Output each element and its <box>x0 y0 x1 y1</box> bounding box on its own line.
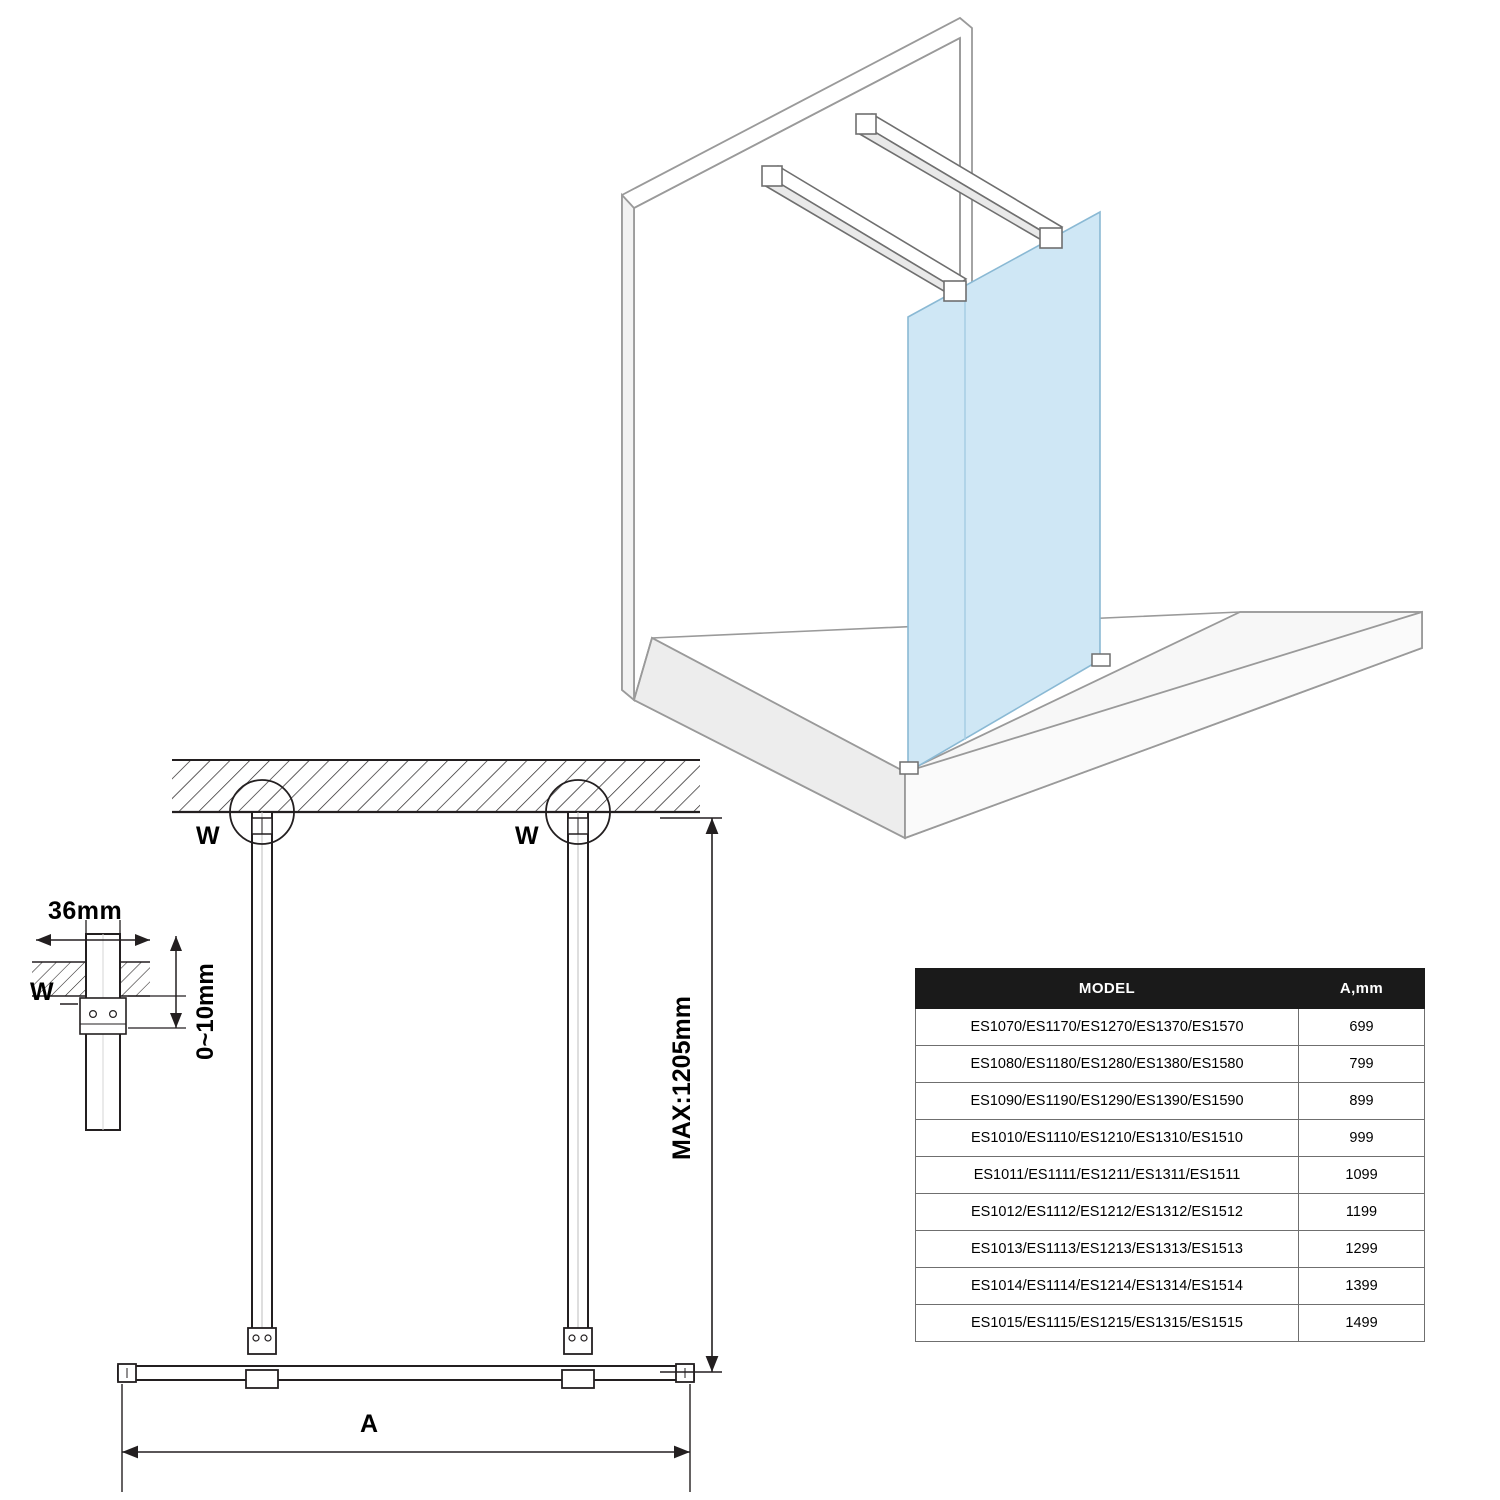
cell-a-mm: 699 <box>1299 1009 1425 1046</box>
column-header-model: MODEL <box>916 969 1299 1009</box>
cell-a-mm: 1099 <box>1299 1157 1425 1194</box>
cell-a-mm: 1299 <box>1299 1231 1425 1268</box>
model-dimension-table <box>915 968 1425 1342</box>
cell-model: ES1013/ES1113/ES1213/ES1313/ES1513 <box>916 1231 1299 1268</box>
cell-a-mm: 1399 <box>1299 1268 1425 1305</box>
cell-a-mm: 899 <box>1299 1083 1425 1120</box>
table-row <box>916 1120 1425 1157</box>
column-header-a-mm: A,mm <box>1299 969 1425 1009</box>
cell-a-mm: 799 <box>1299 1046 1425 1083</box>
cell-a-mm: 1499 <box>1299 1305 1425 1342</box>
table-row <box>916 1305 1425 1342</box>
table-row <box>916 1046 1425 1083</box>
cell-model: ES1015/ES1115/ES1215/ES1315/ES1515 <box>916 1305 1299 1342</box>
cell-model: ES1080/ES1180/ES1280/ES1380/ES1580 <box>916 1046 1299 1083</box>
table-row <box>916 1231 1425 1268</box>
bracket-label-detail: W <box>30 978 54 1006</box>
cell-model: ES1010/ES1110/ES1210/ES1310/ES1510 <box>916 1120 1299 1157</box>
table-row <box>916 1157 1425 1194</box>
cell-a-mm: 1199 <box>1299 1194 1425 1231</box>
iso-view <box>622 18 1422 838</box>
front-elevation <box>118 760 722 1492</box>
dimension-label-gap: 0~10mm <box>192 963 219 1060</box>
table-header-row <box>916 969 1425 1009</box>
table-row <box>916 1268 1425 1305</box>
table-row <box>916 1083 1425 1120</box>
bracket-label-left: W <box>196 822 220 850</box>
table-row <box>916 1194 1425 1231</box>
cell-model: ES1012/ES1112/ES1212/ES1312/ES1512 <box>916 1194 1299 1231</box>
cell-model: ES1014/ES1114/ES1214/ES1314/ES1514 <box>916 1268 1299 1305</box>
cell-a-mm: 999 <box>1299 1120 1425 1157</box>
table-row <box>916 1009 1425 1046</box>
bracket-detail-view <box>32 920 186 1130</box>
dimension-label-max-height: MAX:1205mm <box>668 996 696 1160</box>
cell-model: ES1070/ES1170/ES1270/ES1370/ES1570 <box>916 1009 1299 1046</box>
bracket-label-right: W <box>515 822 539 850</box>
dimension-label-thickness: 36mm <box>48 897 123 925</box>
cell-model: ES1011/ES1111/ES1211/ES1311/ES1511 <box>916 1157 1299 1194</box>
cell-model: ES1090/ES1190/ES1290/ES1390/ES1590 <box>916 1083 1299 1120</box>
dimension-label-width: A <box>360 1410 379 1438</box>
